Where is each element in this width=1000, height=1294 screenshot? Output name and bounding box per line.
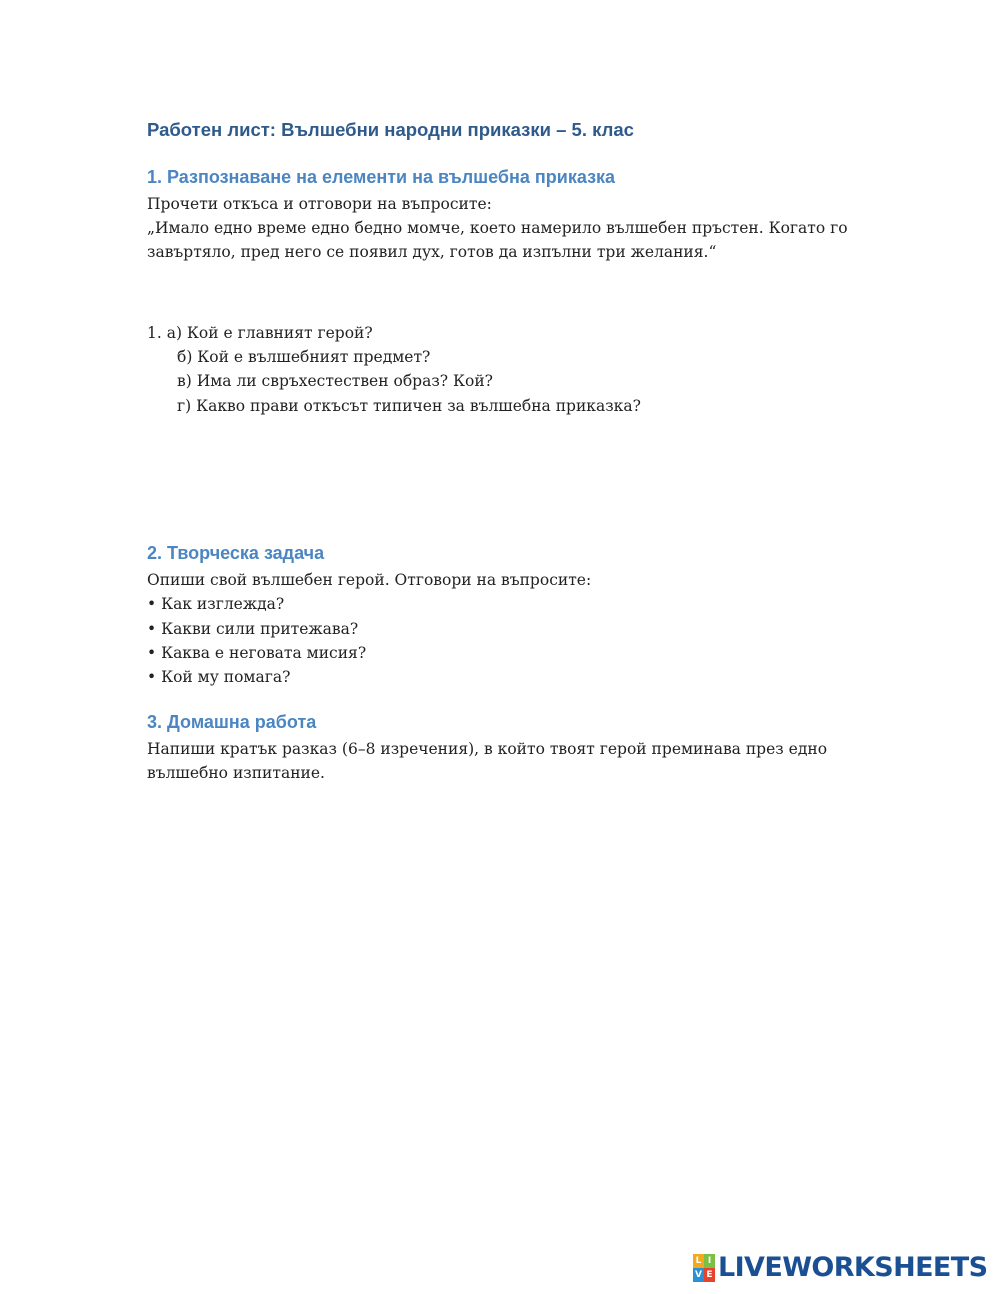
homework-line-1: Напиши кратък разказ (6–8 изречения), в който твоят герой преминава през едно	[147, 740, 828, 758]
liveworksheets-logo[interactable]	[693, 1253, 987, 1283]
excerpt-line-2: завъртяло, пред него се появил дух, готов да изпълни три желания.“	[147, 243, 717, 261]
bullet-appearance: • Как изглежда?	[147, 595, 285, 613]
bullet-powers: • Какви сили притежава?	[147, 620, 359, 638]
brand-name: LIVEWORKSHEETS	[718, 1252, 988, 1283]
section-2-instruction: Опиши свой вълшебен герой. Отговори на въпросите:	[147, 571, 592, 589]
question-d: г) Какво прави откъсът типичен за вълшебна приказка?	[177, 397, 641, 415]
live-badge-icon: L I V E	[693, 1254, 715, 1282]
section-3-heading: 3. Домашна работа	[147, 712, 317, 732]
bullet-mission: • Каква е неговата мисия?	[147, 644, 367, 662]
homework-line-2: вълшебно изпитание.	[147, 764, 325, 782]
section-2-heading: 2. Творческа задача	[147, 543, 325, 563]
question-c: в) Има ли свръхестествен образ? Кой?	[177, 372, 493, 390]
section-1-instruction: Прочети откъса и отговори на въпросите:	[147, 195, 492, 213]
question-b: б) Кой е вълшебният предмет?	[177, 348, 431, 366]
worksheet-title: Работен лист: Вълшебни народни приказки – 5. клас	[147, 119, 634, 140]
bullet-helper: • Кой му помага?	[147, 668, 291, 686]
question-a: 1. а) Кой е главният герой?	[147, 324, 373, 342]
excerpt-line-1: „Имало едно време едно бедно момче, което намерило вълшебен пръстен. Когато го	[147, 219, 848, 237]
section-1-heading: 1. Разпознаване на елементи на вълшебна приказка	[147, 167, 616, 187]
